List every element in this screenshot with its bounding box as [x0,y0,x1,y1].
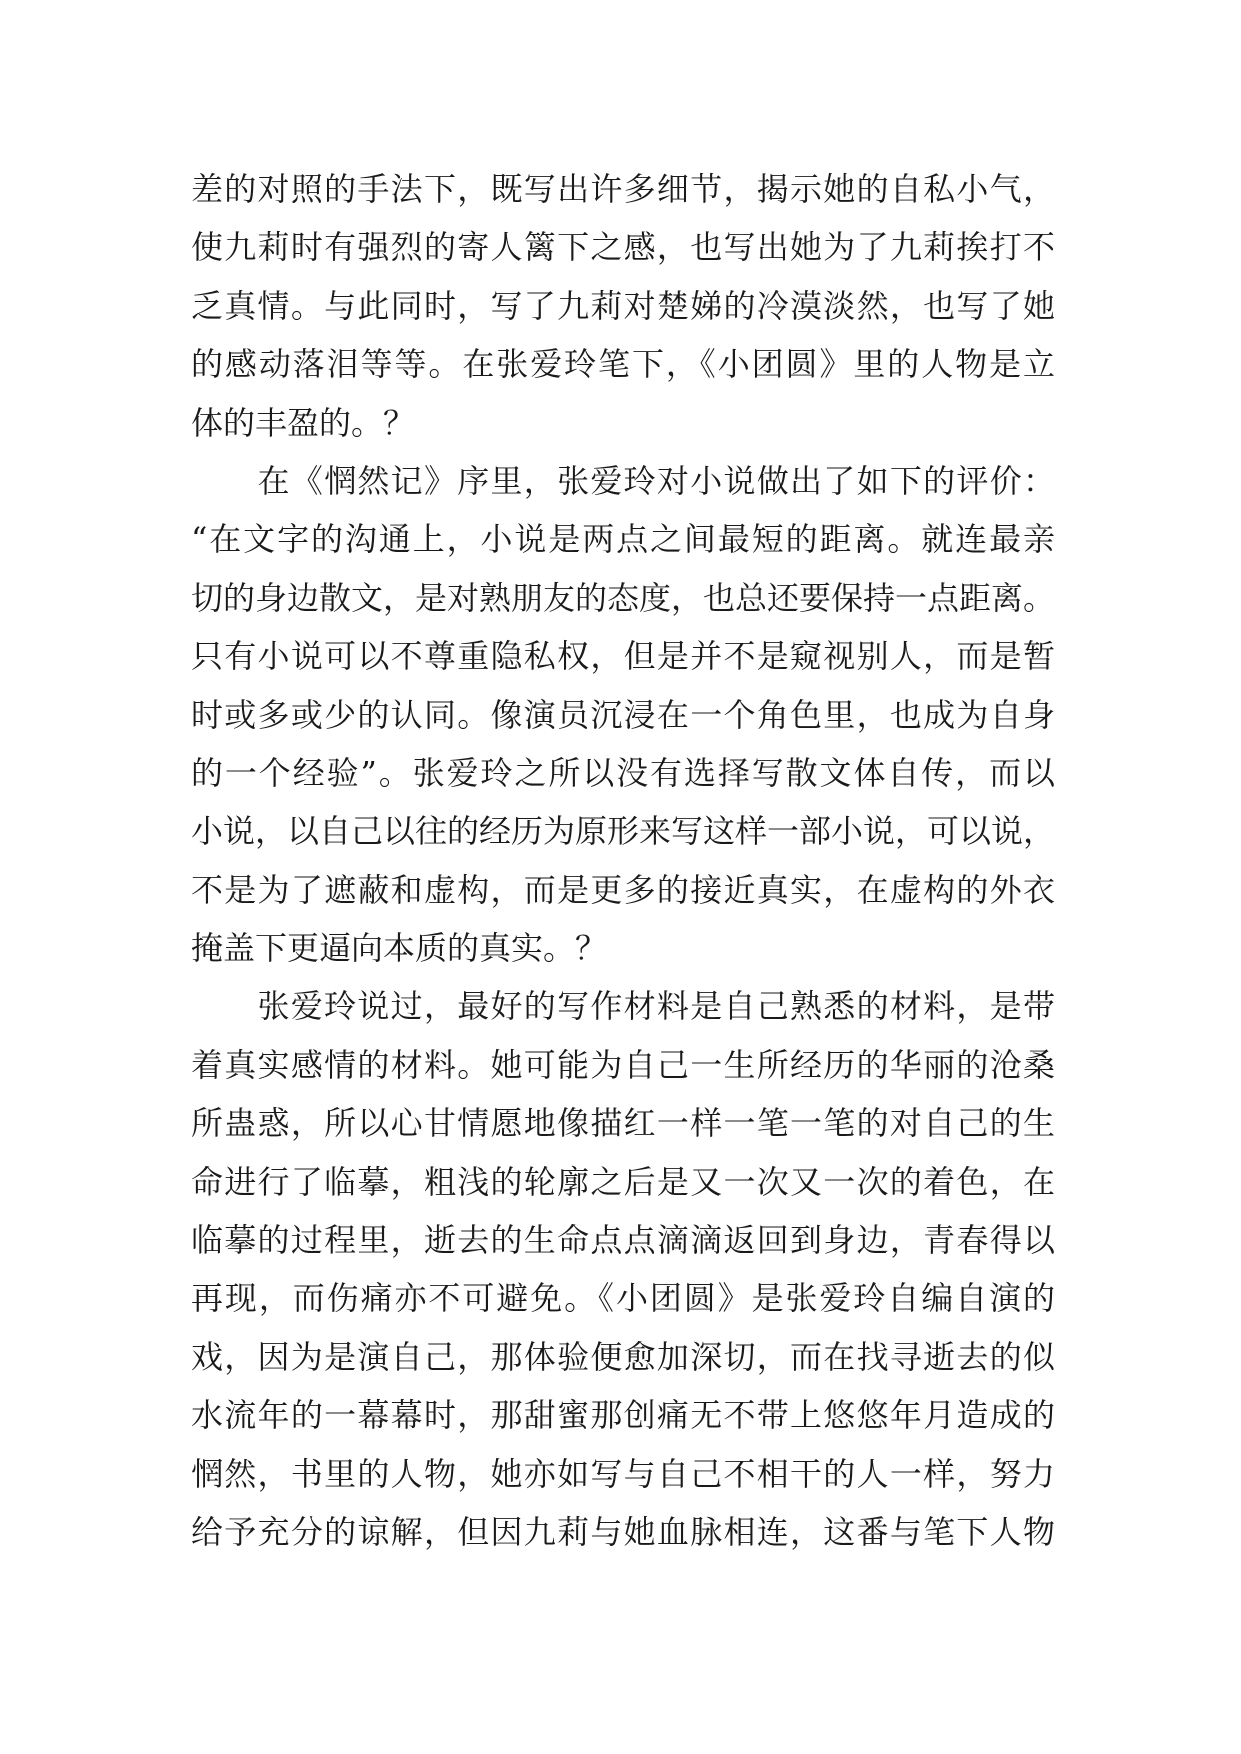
text-line: 给予充分的谅解，但因九莉与她血脉相连，这番与笔下人物 [191,1512,1055,1551]
text-line: 命进行了临摹，粗浅的轮廓之后是又一次又一次的着色，在 [191,1162,1055,1201]
text-line: 张爱玲说过，最好的写作材料是自己熟悉的材料，是带 [191,987,1055,1026]
text-line: 临摹的过程里，逝去的生命点点滴滴返回到身边，青春得以 [191,1221,1055,1260]
text-line: 时或多或少的认同。像演员沉浸在一个角色里，也成为自身 [191,695,1055,734]
text-line: 着真实感情的材料。她可能为自己一生所经历的华丽的沧桑 [191,1045,1055,1084]
text-line: 乏真情。与此同时，写了九莉对楚娣的冷漠淡然，也写了她 [191,286,1055,325]
document-body [191,160,1055,1561]
text-line: “在文字的沟通上，小说是两点之间最短的距离。就连最亲 [191,520,1055,559]
text-line: 不是为了遮蔽和虚构，而是更多的接近真实，在虚构的外衣 [191,870,1055,909]
text-line: 惘然，书里的人物，她亦如写与自己不相干的人一样，努力 [191,1454,1055,1493]
text-line: 的一个经验”。张爱玲之所以没有选择写散文体自传，而以 [191,753,1055,792]
text-line: 差的对照的手法下，既写出许多细节，揭示她的自私小气， [191,170,1055,208]
text-line: 所蛊惑，所以心甘情愿地像描红一样一笔一笔的对自己的生 [191,1104,1055,1143]
text-line: 的感动落泪等等。在张爱玲笔下，《小团圆》里的人物是立 [191,345,1055,384]
text-line: 掩盖下更逼向本质的真实。？ [191,929,608,968]
text-line: 体的丰盈的。？ [191,403,416,442]
text-line: 小说，以自己以往的经历为原形来写这样一部小说，可以说， [191,812,1056,851]
text-line: 水流年的一幕幕时，那甜蜜那创痛无不带上悠悠年月造成的 [191,1396,1055,1435]
text-line: 使九莉时有强烈的寄人篱下之感，也写出她为了九莉挨打不 [191,228,1055,267]
text-line: 切的身边散文，是对熟朋友的态度，也总还要保持一点距离。 [191,578,1056,617]
text-line: 在《惘然记》序里，张爱玲对小说做出了如下的评价： [191,461,1055,500]
text-line: 只有小说可以不尊重隐私权，但是并不是窥视别人，而是暂 [191,637,1055,676]
text-line: 再现，而伤痛亦不可避免。《小团圆》是张爱玲自编自演的 [191,1279,1055,1318]
text-line: 戏，因为是演自己，那体验便愈加深切，而在找寻逝去的似 [191,1337,1055,1376]
